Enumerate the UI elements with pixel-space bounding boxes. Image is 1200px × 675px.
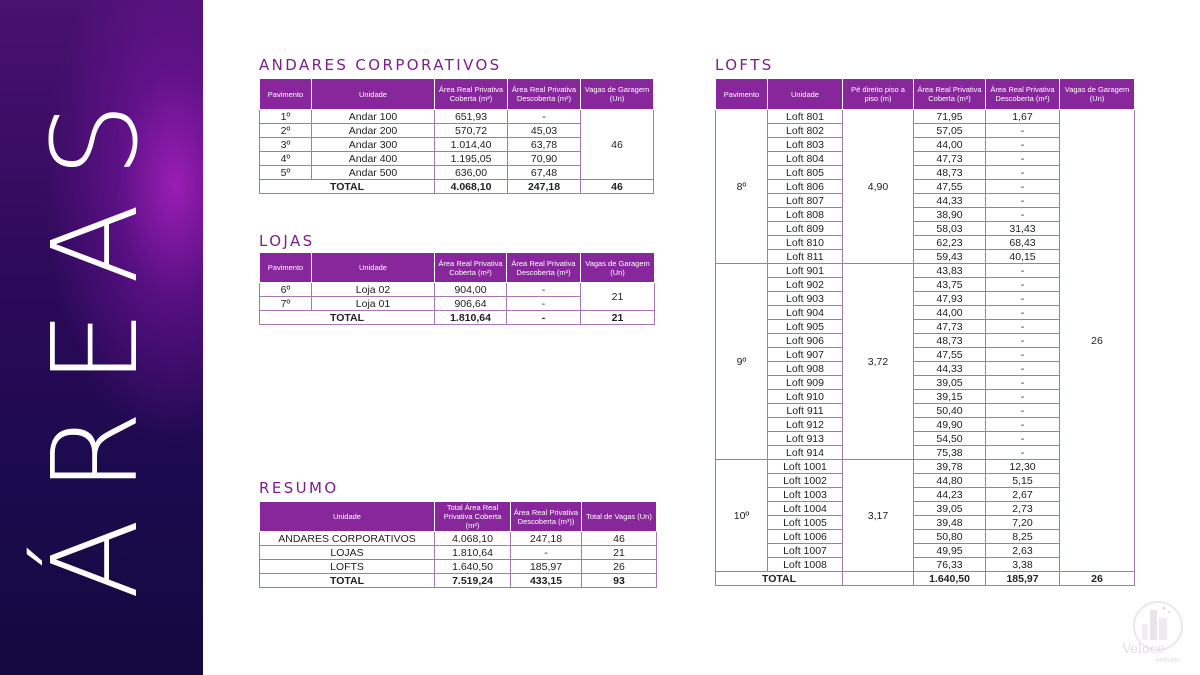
unidade-cell: Loft 810	[768, 236, 843, 250]
total-descoberta: -	[507, 311, 581, 325]
andares-table	[259, 78, 654, 194]
unidade-cell: LOJAS	[260, 546, 435, 560]
unidade-cell: Loft 901	[768, 264, 843, 278]
total-coberta: 4.068,10	[435, 180, 508, 194]
unidade-cell: ANDARES CORPORATIVOS	[260, 532, 435, 546]
total-row	[260, 180, 654, 194]
descoberta-cell: 1,67	[986, 110, 1060, 124]
descoberta-cell: 2,63	[986, 544, 1060, 558]
pavimento-cell: 1º	[260, 110, 312, 124]
descoberta-cell: 45,03	[508, 124, 581, 138]
total-coberta: 1.640,50	[914, 572, 986, 586]
coberta-cell: 59,43	[914, 250, 986, 264]
descoberta-cell: -	[986, 152, 1060, 166]
unidade-cell: Loft 807	[768, 194, 843, 208]
vagas-cell: 26	[1060, 110, 1135, 572]
descoberta-cell: -	[507, 297, 581, 311]
unidade-cell: Loft 804	[768, 152, 843, 166]
unidade-cell: Loft 1005	[768, 516, 843, 530]
coberta-cell: 71,95	[914, 110, 986, 124]
total-vagas: 46	[581, 180, 654, 194]
unidade-cell: Loft 910	[768, 390, 843, 404]
pe-direito-cell: 4,90	[843, 110, 914, 264]
pavimento-cell: 9º	[716, 264, 768, 460]
vagas-cell: 46	[581, 110, 654, 180]
lojas-title: LOJAS	[259, 232, 315, 250]
coberta-cell: 62,23	[914, 236, 986, 250]
coberta-cell: 44,23	[914, 488, 986, 502]
lojas-table	[259, 252, 655, 325]
descoberta-cell: -	[986, 348, 1060, 362]
coberta-cell: 570,72	[435, 124, 508, 138]
unidade-cell: Loft 1006	[768, 530, 843, 544]
unidade-cell: Andar 500	[312, 166, 435, 180]
descoberta-cell: -	[986, 264, 1060, 278]
pavimento-cell: 10º	[716, 460, 768, 572]
coberta-cell: 44,80	[914, 474, 986, 488]
header-cell: Área Real Privativa Coberta (m²)	[914, 79, 986, 110]
unidade-cell: Loft 805	[768, 166, 843, 180]
unidade-cell: Loft 913	[768, 432, 843, 446]
coberta-cell: 47,93	[914, 292, 986, 306]
coberta-cell: 1.640,50	[435, 560, 511, 574]
unidade-cell: LOFTS	[260, 560, 435, 574]
descoberta-cell: 68,43	[986, 236, 1060, 250]
andares-title: ANDARES CORPORATIVOS	[259, 56, 502, 74]
descoberta-cell: -	[986, 390, 1060, 404]
descoberta-cell: -	[508, 110, 581, 124]
lofts-table	[715, 78, 1135, 586]
unidade-cell: Loja 01	[312, 297, 435, 311]
total-row	[260, 311, 655, 325]
descoberta-cell: -	[986, 334, 1060, 348]
header-cell: Unidade	[312, 79, 435, 110]
unidade-cell: Loft 811	[768, 250, 843, 264]
pe-direito-cell: 3,17	[843, 460, 914, 572]
coberta-cell: 1.014,40	[435, 138, 508, 152]
coberta-cell: 39,05	[914, 376, 986, 390]
descoberta-cell: -	[986, 432, 1060, 446]
pe-direito-cell: 3,72	[843, 264, 914, 460]
total-row	[260, 574, 657, 588]
unidade-cell: Loft 903	[768, 292, 843, 306]
unidade-cell: Loft 907	[768, 348, 843, 362]
logo-text: Veloce	[1122, 642, 1165, 657]
coberta-cell: 75,38	[914, 446, 986, 460]
header-cell: Pé direito piso a piso (m)	[843, 79, 914, 110]
table-row	[260, 532, 657, 546]
header-cell: Área Real Privativa Descoberta (m²)	[986, 79, 1060, 110]
header-cell: Vagas de Garagem (Un)	[581, 253, 655, 283]
vagas-cell: 21	[581, 283, 655, 311]
coberta-cell: 47,55	[914, 180, 986, 194]
coberta-cell: 904,00	[435, 283, 507, 297]
coberta-cell: 4.068,10	[435, 532, 511, 546]
total-label: TOTAL	[260, 180, 435, 194]
unidade-cell: Loft 904	[768, 306, 843, 320]
header-cell: Vagas de Garagem (Un)	[1060, 79, 1135, 110]
table-row	[260, 546, 657, 560]
coberta-cell: 58,03	[914, 222, 986, 236]
descoberta-cell: 3,38	[986, 558, 1060, 572]
unidade-cell: Andar 400	[312, 152, 435, 166]
coberta-cell: 47,73	[914, 152, 986, 166]
descoberta-cell: 12,30	[986, 460, 1060, 474]
descoberta-cell: -	[986, 446, 1060, 460]
coberta-cell: 1.810,64	[435, 546, 511, 560]
unidade-cell: Loft 1004	[768, 502, 843, 516]
coberta-cell: 48,73	[914, 334, 986, 348]
coberta-cell: 48,73	[914, 166, 986, 180]
descoberta-cell: 5,15	[986, 474, 1060, 488]
unidade-cell: Loja 02	[312, 283, 435, 297]
total-descoberta: 433,15	[511, 574, 582, 588]
coberta-cell: 43,83	[914, 264, 986, 278]
header-cell: Vagas de Garagem (Un)	[581, 79, 654, 110]
descoberta-cell: -	[986, 208, 1060, 222]
unidade-cell: Loft 912	[768, 418, 843, 432]
header-cell: Área Real Privativa Coberta (m²)	[435, 253, 507, 283]
unidade-cell: Loft 906	[768, 334, 843, 348]
total-vagas: 93	[582, 574, 657, 588]
coberta-cell: 44,00	[914, 138, 986, 152]
descoberta-cell: 63,78	[508, 138, 581, 152]
header-cell: Área Real Privativa Descoberta (m²)	[507, 253, 581, 283]
coberta-cell: 1.195,05	[435, 152, 508, 166]
descoberta-cell: 2,67	[986, 488, 1060, 502]
descoberta-cell: -	[507, 283, 581, 297]
unidade-cell: Andar 200	[312, 124, 435, 138]
side-band	[0, 0, 203, 675]
total-coberta: 7.519,24	[435, 574, 511, 588]
descoberta-cell: 67,48	[508, 166, 581, 180]
descoberta-cell: -	[986, 166, 1060, 180]
unidade-cell: Loft 1002	[768, 474, 843, 488]
coberta-cell: 76,33	[914, 558, 986, 572]
header-cell: Pavimento	[716, 79, 768, 110]
header-cell: Total Área Real Privativa Coberta (m²)	[435, 502, 511, 532]
total-label: TOTAL	[260, 311, 435, 325]
descoberta-cell: 247,18	[511, 532, 582, 546]
coberta-cell: 39,78	[914, 460, 986, 474]
total-vagas: 26	[1060, 572, 1135, 586]
vagas-cell: 26	[582, 560, 657, 574]
unidade-cell: Andar 300	[312, 138, 435, 152]
pavimento-cell: 3º	[260, 138, 312, 152]
descoberta-cell: -	[986, 306, 1060, 320]
resumo-table	[259, 501, 657, 588]
unidade-cell: Loft 802	[768, 124, 843, 138]
pavimento-cell: 4º	[260, 152, 312, 166]
coberta-cell: 54,50	[914, 432, 986, 446]
header-cell: Total de Vagas (Un)	[582, 502, 657, 532]
coberta-cell: 44,33	[914, 194, 986, 208]
table-row	[260, 283, 655, 297]
descoberta-cell: 2,73	[986, 502, 1060, 516]
unidade-cell: Loft 803	[768, 138, 843, 152]
resumo-title: RESUMO	[259, 479, 339, 497]
table-row	[260, 110, 654, 124]
descoberta-cell: 7,20	[986, 516, 1060, 530]
header-cell: Pavimento	[260, 79, 312, 110]
vagas-cell: 21	[582, 546, 657, 560]
coberta-cell: 39,48	[914, 516, 986, 530]
coberta-cell: 50,80	[914, 530, 986, 544]
unidade-cell: Loft 806	[768, 180, 843, 194]
table-row	[260, 560, 657, 574]
coberta-cell: 38,90	[914, 208, 986, 222]
descoberta-cell: -	[986, 404, 1060, 418]
pavimento-cell: 8º	[716, 110, 768, 264]
descoberta-cell: -	[986, 376, 1060, 390]
descoberta-cell: -	[986, 138, 1060, 152]
coberta-cell: 906,64	[435, 297, 507, 311]
vagas-cell: 46	[582, 532, 657, 546]
descoberta-cell: -	[986, 292, 1060, 306]
unidade-cell: Loft 809	[768, 222, 843, 236]
total-row	[716, 572, 1135, 586]
total-coberta: 1.810,64	[435, 311, 507, 325]
coberta-cell: 39,05	[914, 502, 986, 516]
side-title: ÁREAS	[26, 76, 164, 600]
descoberta-cell: -	[986, 320, 1060, 334]
descoberta-cell: -	[986, 418, 1060, 432]
descoberta-cell: -	[986, 194, 1060, 208]
pavimento-cell: 5º	[260, 166, 312, 180]
descoberta-cell: 40,15	[986, 250, 1060, 264]
unidade-cell: Loft 905	[768, 320, 843, 334]
header-cell: Unidade	[768, 79, 843, 110]
header-cell: Unidade	[312, 253, 435, 283]
coberta-cell: 44,33	[914, 362, 986, 376]
unidade-cell: Loft 1008	[768, 558, 843, 572]
coberta-cell: 47,55	[914, 348, 986, 362]
logo-subtext: imóveis	[1156, 657, 1180, 664]
unidade-cell: Loft 911	[768, 404, 843, 418]
descoberta-cell: -	[986, 124, 1060, 138]
header-cell: Unidade	[260, 502, 435, 532]
total-descoberta: 185,97	[986, 572, 1060, 586]
lofts-title: LOFTS	[715, 56, 774, 74]
unidade-cell: Loft 902	[768, 278, 843, 292]
coberta-cell: 47,73	[914, 320, 986, 334]
descoberta-cell: -	[511, 546, 582, 560]
descoberta-cell: 8,25	[986, 530, 1060, 544]
unidade-cell: Loft 1003	[768, 488, 843, 502]
coberta-cell: 44,00	[914, 306, 986, 320]
coberta-cell: 651,93	[435, 110, 508, 124]
pavimento-cell: 2º	[260, 124, 312, 138]
total-label: TOTAL	[716, 572, 843, 586]
header-cell: Área Real Privativa Descoberta (m³))	[511, 502, 582, 532]
total-label: TOTAL	[260, 574, 435, 588]
total-vagas: 21	[581, 311, 655, 325]
unidade-cell: Loft 909	[768, 376, 843, 390]
coberta-cell: 43,75	[914, 278, 986, 292]
coberta-cell: 49,90	[914, 418, 986, 432]
coberta-cell: 636,00	[435, 166, 508, 180]
unidade-cell: Loft 808	[768, 208, 843, 222]
descoberta-cell: 70,90	[508, 152, 581, 166]
unidade-cell: Loft 914	[768, 446, 843, 460]
table-row	[716, 110, 1135, 124]
descoberta-cell: 31,43	[986, 222, 1060, 236]
unidade-cell: Loft 908	[768, 362, 843, 376]
unidade-cell: Andar 100	[312, 110, 435, 124]
coberta-cell: 50,40	[914, 404, 986, 418]
descoberta-cell: -	[986, 180, 1060, 194]
unidade-cell: Loft 1001	[768, 460, 843, 474]
unidade-cell: Loft 1007	[768, 544, 843, 558]
coberta-cell: 39,15	[914, 390, 986, 404]
descoberta-cell: 185,97	[511, 560, 582, 574]
unidade-cell: Loft 801	[768, 110, 843, 124]
pavimento-cell: 6º	[260, 283, 312, 297]
coberta-cell: 57,05	[914, 124, 986, 138]
descoberta-cell: -	[986, 362, 1060, 376]
descoberta-cell: -	[986, 278, 1060, 292]
pavimento-cell: 7º	[260, 297, 312, 311]
header-cell: Área Real Privativa Descoberta (m²)	[508, 79, 581, 110]
coberta-cell: 49,95	[914, 544, 986, 558]
header-cell: Área Real Privativa Coberta (m²)	[435, 79, 508, 110]
total-descoberta: 247,18	[508, 180, 581, 194]
header-cell: Pavimento	[260, 253, 312, 283]
total-empty	[843, 572, 914, 586]
